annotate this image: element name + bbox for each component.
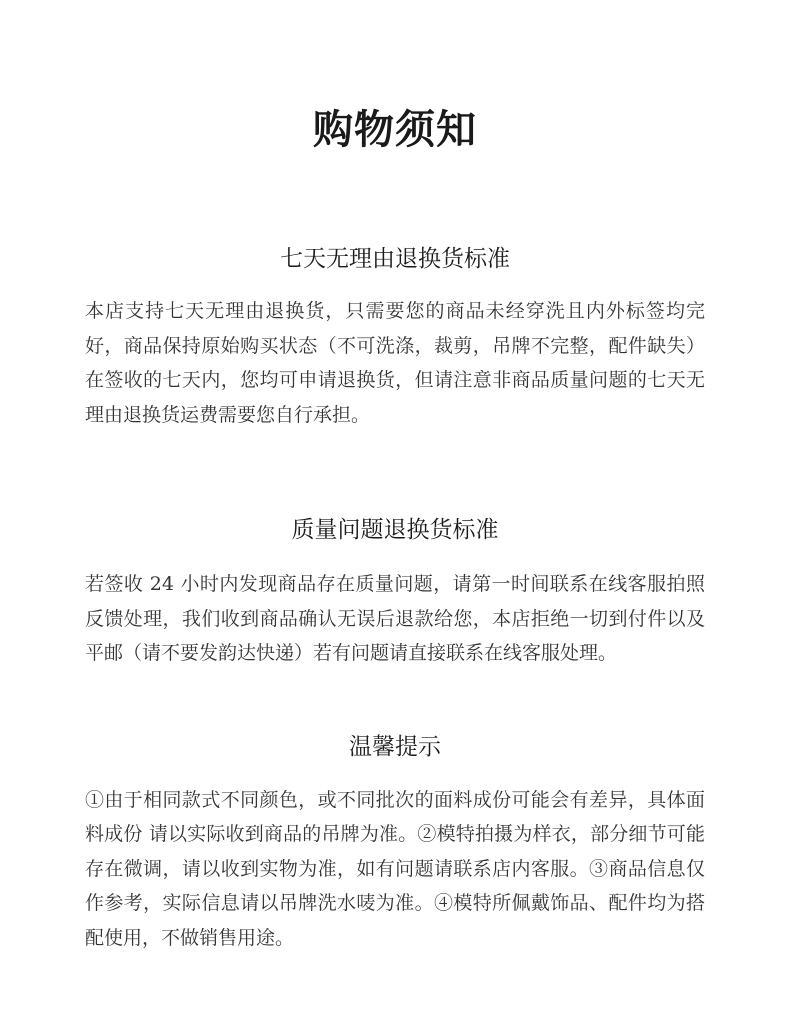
section-body-quality-issue-return: 若签收 24 小时内发现商品存在质量问题，请第一时间联系在线客服拍照反馈处理，我们收到商品确认无误后退款给您，本店拒绝一切到付件以及平邮（请不要发韵达快递）若有问题请直接联系在线客服处理。 [85,573,705,664]
section-quality-issue-return [85,515,705,671]
section-body-seven-day-return: 本店支持七天无理由退换货，只需要您的商品未经穿洗且内外标签均完好，商品保持原始购买状态（不可洗涤，裁剪，吊牌不完整，配件缺失）在签收的七天内，您均可申请退换货，但请注意非商品质量问题的七天无理由退换货运费需要您自行承担。 [85,300,705,426]
page-title: 购物须知 [313,106,477,153]
section-title-quality-issue-return: 质量问题退换货标准 [291,517,499,543]
section-title-warm-tips: 温馨提示 [349,733,441,760]
section-title-seven-day-return: 七天无理由退换货标准 [280,246,510,272]
section-body-warm-tips: ①由于相同款式不同颜色，或不同批次的面料成份可能会有差异，具体面料成份 请以实际收到商品的吊牌为准。②模特拍摄为样衣，部分细节可能存在微调，请以收到实物为准，如有问题请联系店内客服。③商品信息仅作参考，实际信息请以吊牌洗水唛为准。④模特所佩戴饰品、配件均为搭配使用，不做销售用途。 [85,788,705,949]
section-warm-tips [85,732,705,956]
section-seven-day-return [85,244,705,432]
